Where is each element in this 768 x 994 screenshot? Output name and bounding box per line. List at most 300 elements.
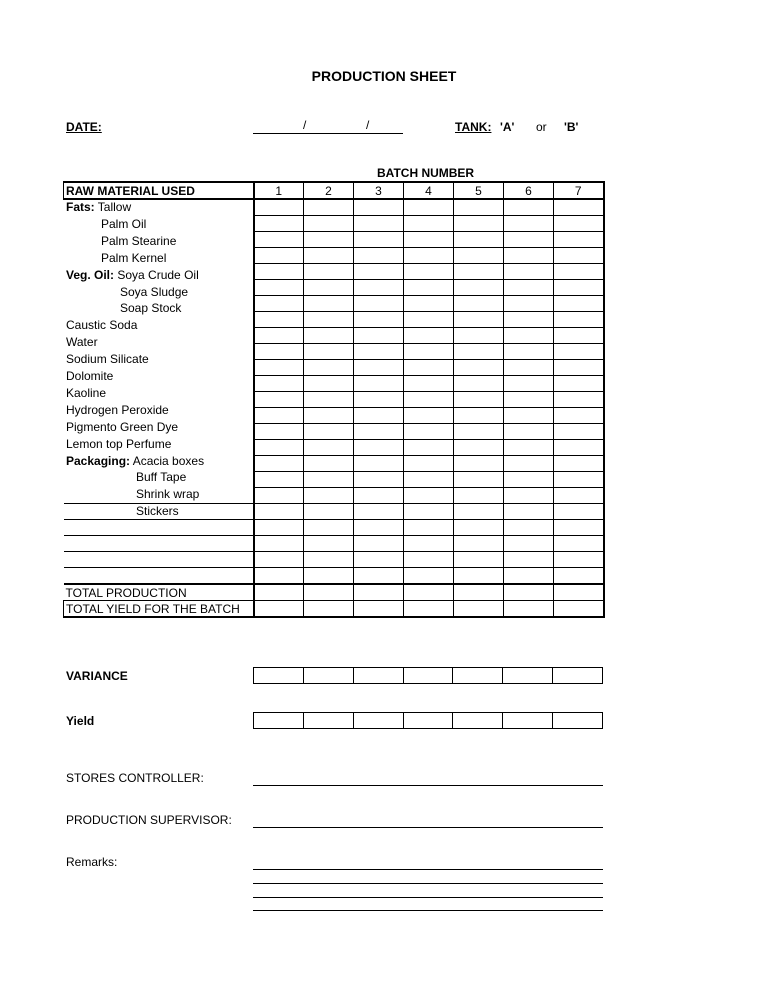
batch-cell[interactable]: [504, 216, 554, 232]
batch-cell[interactable]: [404, 328, 454, 344]
material-name: Palm Oil: [101, 216, 147, 231]
batch-cell[interactable]: [404, 312, 454, 328]
batch-cell[interactable]: [454, 296, 504, 312]
material-name: Shrink wrap: [136, 487, 200, 502]
batch-cell[interactable]: [354, 232, 404, 248]
batch-cell[interactable]: [404, 536, 454, 552]
tank-b-option[interactable]: 'B': [564, 120, 579, 134]
batch-cell[interactable]: [554, 312, 604, 328]
batch-cell[interactable]: [504, 248, 554, 264]
batch-cell[interactable]: [404, 248, 454, 264]
material-label-cell: [64, 424, 254, 440]
production-supervisor-signature-line[interactable]: [253, 827, 603, 828]
batch-cell[interactable]: [354, 568, 404, 585]
batch-cell[interactable]: [304, 472, 354, 488]
material-name: Water: [66, 335, 98, 350]
batch-cell[interactable]: [504, 552, 554, 568]
batch-cell[interactable]: [354, 248, 404, 264]
material-label-cell: [64, 453, 254, 472]
batch-cell[interactable]: [404, 408, 454, 424]
material-label-cell: [64, 264, 254, 280]
material-name: Palm Kernel: [101, 250, 167, 265]
batch-cell[interactable]: [554, 568, 604, 585]
material-name: Dolomite: [66, 369, 114, 383]
variance-row: [253, 667, 603, 684]
batch-number-header: 1: [254, 182, 304, 199]
batch-cell[interactable]: [354, 296, 404, 312]
yield-label: Yield: [66, 714, 95, 728]
material-name: Lemon top Perfume: [66, 436, 172, 451]
batch-cell[interactable]: [354, 536, 404, 552]
blank-row: [64, 552, 604, 568]
yield-cell[interactable]: [303, 713, 353, 729]
material-category: Packaging:: [66, 453, 131, 468]
batch-cell[interactable]: [504, 472, 554, 488]
batch-cell[interactable]: [354, 440, 404, 456]
remarks-line-3[interactable]: [253, 897, 603, 898]
batch-cell[interactable]: [554, 584, 604, 601]
batch-cell[interactable]: [554, 280, 604, 296]
batch-cell[interactable]: [504, 424, 554, 440]
material-row: [64, 344, 604, 360]
batch-cell[interactable]: [454, 440, 504, 456]
batch-number-header: 6: [504, 182, 554, 199]
batch-number-header: 3: [354, 182, 404, 199]
material-category: Veg. Oil:: [66, 267, 115, 282]
material-row: [64, 264, 604, 280]
batch-cell[interactable]: [454, 504, 504, 520]
batch-cell[interactable]: [304, 216, 354, 232]
date-separator-1: /: [303, 118, 307, 132]
batch-cell[interactable]: [454, 392, 504, 408]
batch-cell[interactable]: [554, 536, 604, 552]
batch-cell[interactable]: [404, 232, 454, 248]
material-label-cell: [64, 328, 254, 344]
material-label-cell: [64, 280, 254, 296]
batch-cell[interactable]: [404, 472, 454, 488]
batch-cell[interactable]: [504, 328, 554, 344]
material-name: Soya Crude Oil: [117, 267, 199, 282]
batch-cell[interactable]: [454, 601, 504, 618]
blank-material-cell: [64, 568, 254, 585]
batch-cell[interactable]: [454, 344, 504, 360]
material-label-cell: [64, 360, 254, 376]
batch-cell[interactable]: [404, 504, 454, 520]
batch-cell[interactable]: [554, 488, 604, 504]
remarks-line-1[interactable]: [253, 869, 603, 870]
batch-cell[interactable]: [454, 199, 504, 216]
batch-cell[interactable]: [504, 488, 554, 504]
material-label-cell: [64, 199, 254, 216]
yield-cell[interactable]: [553, 713, 603, 729]
blank-material-cell: [64, 552, 254, 568]
material-row: [64, 312, 604, 328]
batch-cell[interactable]: [254, 248, 304, 264]
batch-cell[interactable]: [554, 520, 604, 536]
material-name: Soya Sludge: [120, 284, 189, 299]
batch-cell[interactable]: [454, 536, 504, 552]
batch-cell[interactable]: [354, 360, 404, 376]
material-name: Stickers: [136, 504, 179, 519]
batch-cell[interactable]: [504, 504, 554, 520]
material-label-cell: [64, 408, 254, 424]
tank-label: TANK:: [455, 120, 492, 134]
batch-cell[interactable]: [304, 536, 354, 552]
page-title: PRODUCTION SHEET: [311, 68, 457, 84]
material-label-cell: [64, 488, 254, 504]
batch-cell[interactable]: [404, 568, 454, 585]
raw-material-table: [63, 181, 605, 618]
batch-cell[interactable]: [404, 344, 454, 360]
yield-cell[interactable]: [403, 713, 453, 729]
batch-cell[interactable]: [404, 424, 454, 440]
yield-cell[interactable]: [353, 713, 403, 729]
batch-cell[interactable]: [404, 520, 454, 536]
variance-cell[interactable]: [303, 668, 353, 684]
material-row: [64, 392, 604, 408]
batch-cell[interactable]: [254, 536, 304, 552]
batch-cell[interactable]: [554, 344, 604, 360]
batch-cell[interactable]: [554, 472, 604, 488]
batch-cell[interactable]: [504, 264, 554, 280]
batch-cell[interactable]: [404, 296, 454, 312]
batch-cell[interactable]: [254, 440, 304, 456]
batch-cell[interactable]: [254, 424, 304, 440]
batch-cell[interactable]: [554, 199, 604, 216]
batch-cell[interactable]: [454, 408, 504, 424]
blank-material-cell: [64, 504, 254, 520]
remarks-label: Remarks:: [66, 855, 118, 869]
material-name: Acacia boxes: [132, 453, 205, 468]
batch-cell[interactable]: [454, 584, 504, 601]
batch-cell[interactable]: [304, 408, 354, 424]
variance-cell[interactable]: [453, 668, 503, 684]
batch-cell[interactable]: [254, 199, 304, 216]
batch-cell[interactable]: [504, 232, 554, 248]
date-separator-2: /: [366, 118, 370, 132]
material-label-cell: [64, 376, 254, 392]
material-name: Palm Stearine: [101, 233, 177, 248]
batch-cell[interactable]: [404, 376, 454, 392]
yield-cell[interactable]: [254, 713, 304, 729]
material-name: Caustic Soda: [66, 318, 138, 333]
material-category: Fats:: [66, 200, 95, 214]
batch-cell[interactable]: [404, 440, 454, 456]
batch-cell[interactable]: [254, 312, 304, 328]
batch-cell[interactable]: [504, 408, 554, 424]
batch-cell[interactable]: [454, 248, 504, 264]
batch-cell[interactable]: [504, 376, 554, 392]
batch-cell[interactable]: [354, 552, 404, 568]
batch-cell[interactable]: [254, 264, 304, 280]
tank-or-text: or: [536, 120, 547, 134]
batch-cell[interactable]: [304, 328, 354, 344]
batch-cell[interactable]: [504, 280, 554, 296]
batch-cell[interactable]: [304, 344, 354, 360]
remarks-line-4[interactable]: [253, 910, 603, 911]
batch-cell[interactable]: [254, 520, 304, 536]
batch-cell[interactable]: [304, 264, 354, 280]
batch-cell[interactable]: [304, 440, 354, 456]
batch-cell[interactable]: [504, 199, 554, 216]
blank-material-cell: [64, 520, 254, 536]
batch-cell[interactable]: [554, 552, 604, 568]
material-row: [64, 248, 604, 264]
yield-cell[interactable]: [503, 713, 553, 729]
batch-cell[interactable]: [304, 376, 354, 392]
batch-cell[interactable]: [504, 601, 554, 618]
batch-cell[interactable]: [504, 440, 554, 456]
batch-cell[interactable]: [404, 216, 454, 232]
batch-cell[interactable]: [354, 408, 404, 424]
batch-cell[interactable]: [554, 328, 604, 344]
material-row: [64, 440, 604, 456]
batch-cell[interactable]: [254, 280, 304, 296]
batch-cell[interactable]: [554, 360, 604, 376]
batch-cell[interactable]: [304, 520, 354, 536]
material-row: [64, 296, 604, 312]
variance-cell[interactable]: [353, 668, 403, 684]
batch-cell[interactable]: [304, 584, 354, 601]
material-row: [64, 376, 604, 392]
material-row: [64, 360, 604, 376]
batch-cell[interactable]: [454, 312, 504, 328]
remarks-line-2[interactable]: [253, 883, 603, 884]
material-row: [64, 328, 604, 344]
batch-cell[interactable]: [354, 216, 404, 232]
batch-cell[interactable]: [404, 456, 454, 472]
material-label-cell: [64, 472, 254, 488]
stores-controller-label: STORES CONTROLLER:: [66, 771, 204, 785]
batch-cell[interactable]: [404, 552, 454, 568]
batch-cell[interactable]: [554, 296, 604, 312]
batch-cell[interactable]: [254, 232, 304, 248]
date-field[interactable]: [253, 133, 403, 134]
variance-cell[interactable]: [403, 668, 453, 684]
material-name: Buff Tape: [136, 470, 187, 485]
tank-a-option[interactable]: 'A': [500, 120, 515, 134]
batch-cell[interactable]: [454, 472, 504, 488]
batch-cell[interactable]: [304, 312, 354, 328]
batch-number-header: 2: [304, 182, 354, 199]
batch-cell[interactable]: [254, 344, 304, 360]
batch-cell[interactable]: [454, 456, 504, 472]
batch-cell[interactable]: [354, 264, 404, 280]
batch-number-label: BATCH NUMBER: [377, 166, 475, 180]
batch-cell[interactable]: [554, 424, 604, 440]
yield-row: [253, 712, 603, 729]
batch-cell[interactable]: [354, 584, 404, 601]
material-name: Hydrogen Peroxide: [66, 402, 169, 417]
batch-cell[interactable]: [504, 360, 554, 376]
batch-cell[interactable]: [504, 344, 554, 360]
batch-cell[interactable]: [354, 520, 404, 536]
batch-cell[interactable]: [454, 376, 504, 392]
batch-cell[interactable]: [354, 312, 404, 328]
blank-row: [64, 520, 604, 536]
batch-number-header: 7: [554, 182, 604, 199]
batch-cell[interactable]: [554, 504, 604, 520]
batch-cell[interactable]: [254, 488, 304, 504]
batch-cell[interactable]: [354, 199, 404, 216]
batch-cell[interactable]: [554, 248, 604, 264]
batch-cell[interactable]: [454, 568, 504, 585]
total-yield-label: TOTAL YIELD FOR THE BATCH: [64, 601, 254, 618]
material-row: [64, 280, 604, 296]
batch-cell[interactable]: [454, 280, 504, 296]
batch-cell[interactable]: [304, 199, 354, 216]
material-label-cell: [64, 296, 254, 312]
table-header-row: [64, 182, 604, 199]
batch-cell[interactable]: [304, 504, 354, 520]
batch-cell[interactable]: [254, 360, 304, 376]
batch-cell[interactable]: [454, 328, 504, 344]
batch-cell[interactable]: [304, 552, 354, 568]
batch-cell[interactable]: [354, 456, 404, 472]
batch-cell[interactable]: [354, 601, 404, 618]
raw-material-header: RAW MATERIAL USED: [64, 182, 254, 199]
material-row: [64, 216, 604, 232]
batch-cell[interactable]: [304, 488, 354, 504]
stores-controller-signature-line[interactable]: [253, 785, 603, 786]
batch-cell[interactable]: [554, 392, 604, 408]
material-row: [64, 199, 604, 216]
batch-cell[interactable]: [354, 472, 404, 488]
batch-cell[interactable]: [354, 488, 404, 504]
blank-row: [64, 568, 604, 585]
batch-cell[interactable]: [354, 280, 404, 296]
batch-cell[interactable]: [304, 280, 354, 296]
batch-cell[interactable]: [504, 520, 554, 536]
variance-cell[interactable]: [503, 668, 553, 684]
batch-cell[interactable]: [504, 584, 554, 601]
batch-cell[interactable]: [354, 328, 404, 344]
material-label-cell: [64, 248, 254, 264]
batch-cell[interactable]: [254, 568, 304, 585]
batch-cell[interactable]: [504, 392, 554, 408]
batch-cell[interactable]: [354, 376, 404, 392]
batch-cell[interactable]: [454, 216, 504, 232]
batch-cell[interactable]: [454, 424, 504, 440]
batch-cell[interactable]: [504, 456, 554, 472]
batch-cell[interactable]: [254, 296, 304, 312]
material-label-cell: [64, 440, 254, 456]
material-name: Tallow: [97, 200, 132, 214]
material-row: [64, 488, 604, 504]
batch-cell[interactable]: [304, 568, 354, 585]
batch-cell[interactable]: [454, 520, 504, 536]
batch-cell[interactable]: [354, 504, 404, 520]
batch-cell[interactable]: [304, 424, 354, 440]
batch-cell[interactable]: [254, 456, 304, 472]
batch-cell[interactable]: [404, 601, 454, 618]
variance-cell[interactable]: [254, 668, 304, 684]
batch-cell[interactable]: [454, 264, 504, 280]
production-supervisor-label: PRODUCTION SUPERVISOR:: [66, 813, 232, 827]
batch-cell[interactable]: [304, 248, 354, 264]
material-row: [64, 424, 604, 440]
date-label: DATE:: [66, 120, 102, 134]
blank-row: [64, 504, 604, 520]
batch-cell[interactable]: [304, 232, 354, 248]
batch-cell[interactable]: [404, 280, 454, 296]
batch-cell[interactable]: [254, 392, 304, 408]
blank-row: [64, 536, 604, 552]
batch-cell[interactable]: [404, 488, 454, 504]
material-row: [64, 456, 604, 472]
batch-number-header: 5: [454, 182, 504, 199]
batch-cell[interactable]: [354, 344, 404, 360]
material-label-cell: [64, 392, 254, 408]
batch-cell[interactable]: [304, 360, 354, 376]
batch-cell[interactable]: [554, 376, 604, 392]
batch-cell[interactable]: [454, 488, 504, 504]
material-label-cell: [64, 344, 254, 360]
batch-cell[interactable]: [254, 472, 304, 488]
batch-cell[interactable]: [504, 536, 554, 552]
material-label-cell: [64, 232, 254, 248]
material-row: [64, 232, 604, 248]
batch-cell[interactable]: [254, 552, 304, 568]
batch-cell[interactable]: [254, 408, 304, 424]
variance-label: VARIANCE: [66, 669, 128, 683]
batch-cell[interactable]: [504, 296, 554, 312]
material-name: Kaoline: [66, 385, 107, 400]
batch-cell[interactable]: [304, 392, 354, 408]
batch-cell[interactable]: [404, 264, 454, 280]
material-row: [64, 472, 604, 488]
batch-cell[interactable]: [404, 584, 454, 601]
batch-cell[interactable]: [404, 360, 454, 376]
batch-cell[interactable]: [454, 232, 504, 248]
batch-cell[interactable]: [304, 601, 354, 618]
material-label-cell: [64, 216, 254, 232]
batch-cell[interactable]: [304, 296, 354, 312]
batch-cell[interactable]: [254, 328, 304, 344]
batch-cell[interactable]: [304, 456, 354, 472]
total-yield-row: [64, 601, 604, 618]
batch-cell[interactable]: [554, 408, 604, 424]
material-row: [64, 408, 604, 424]
batch-cell[interactable]: [554, 456, 604, 472]
total-production-label: TOTAL PRODUCTION: [64, 584, 254, 601]
batch-cell[interactable]: [554, 216, 604, 232]
batch-cell[interactable]: [404, 392, 454, 408]
batch-cell[interactable]: [554, 232, 604, 248]
batch-cell[interactable]: [254, 504, 304, 520]
batch-cell[interactable]: [254, 601, 304, 618]
batch-cell[interactable]: [454, 360, 504, 376]
batch-cell[interactable]: [404, 199, 454, 216]
batch-cell[interactable]: [554, 601, 604, 618]
variance-cell[interactable]: [553, 668, 603, 684]
batch-cell[interactable]: [354, 392, 404, 408]
batch-cell[interactable]: [554, 440, 604, 456]
material-label-cell: [64, 312, 254, 328]
yield-cell[interactable]: [453, 713, 503, 729]
batch-cell[interactable]: [254, 216, 304, 232]
batch-cell[interactable]: [254, 376, 304, 392]
batch-cell[interactable]: [504, 568, 554, 585]
material-name: Pigmento Green Dye: [66, 419, 179, 434]
batch-number-header: 4: [404, 182, 454, 199]
batch-cell[interactable]: [504, 312, 554, 328]
batch-cell[interactable]: [254, 584, 304, 601]
batch-cell[interactable]: [454, 552, 504, 568]
total-production-row: [64, 584, 604, 601]
batch-cell[interactable]: [354, 424, 404, 440]
batch-cell[interactable]: [554, 264, 604, 280]
